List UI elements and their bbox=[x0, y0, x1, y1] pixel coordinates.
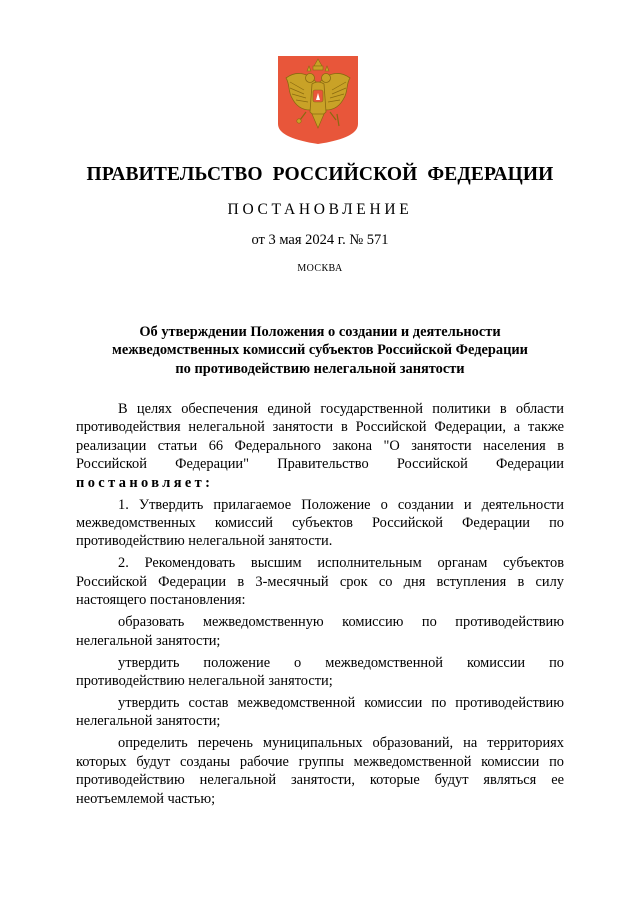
document-heading bbox=[76, 323, 564, 378]
item-2-paragraph: 2. Рекомендовать высшим исполнительным органам субъектов Российской Федерации в 3-месячный срок со дня вступления в силу настоящего постановления: bbox=[76, 555, 564, 609]
document-city: МОСКВА bbox=[297, 263, 343, 274]
preamble-paragraph bbox=[76, 400, 564, 492]
government-title: ПРАВИТЕЛЬСТВО РОССИЙСКОЙ ФЕДЕРАЦИИ bbox=[86, 164, 554, 185]
coat-of-arms-icon bbox=[276, 54, 360, 146]
heading-line: по противодействию нелегальной занятости bbox=[175, 360, 465, 377]
item-1-paragraph: 1. Утвердить прилагаемое Положение о создании и деятельности межведомственных комиссий субъектов Российской Федерации по противодействию нелегальной занятости. bbox=[76, 496, 564, 550]
document-type: ПОСТАНОВЛЕНИЕ bbox=[227, 201, 413, 218]
preamble-text: В целях обеспечения единой государственной политики в области противодействия нелегальной занятости в Российской Федерации, а также реализации статьи 66 Федерального закона "О занятости населения в Российской Федерации" Правительство Российской Федерации bbox=[76, 401, 564, 473]
document-body bbox=[76, 400, 564, 812]
coat-of-arms-emblem bbox=[276, 54, 360, 146]
subitem-paragraph: определить перечень муниципальных образований, на территориях которых будут созданы рабочие группы межведомственной комиссии по противодействию нелегальной занятости, которые будут являться ее неотъемлемой частью; bbox=[76, 735, 564, 807]
decree-word: постановляет: bbox=[76, 474, 214, 491]
document-date-number: от 3 мая 2024 г. № 571 bbox=[251, 232, 389, 248]
subitem-paragraph: утвердить состав межведомственной комиссии по противодействию нелегальной занятости; bbox=[76, 695, 564, 730]
heading-line: межведомственных комиссий субъектов Российской Федерации bbox=[112, 342, 528, 359]
subitem-paragraph: образовать межведомственную комиссию по противодействию нелегальной занятости; bbox=[76, 614, 564, 649]
subitem-paragraph: утвердить положение о межведомственной комиссии по противодействию нелегальной занятости; bbox=[76, 654, 564, 690]
heading-line: Об утверждении Положения о создании и деятельности bbox=[139, 324, 501, 340]
